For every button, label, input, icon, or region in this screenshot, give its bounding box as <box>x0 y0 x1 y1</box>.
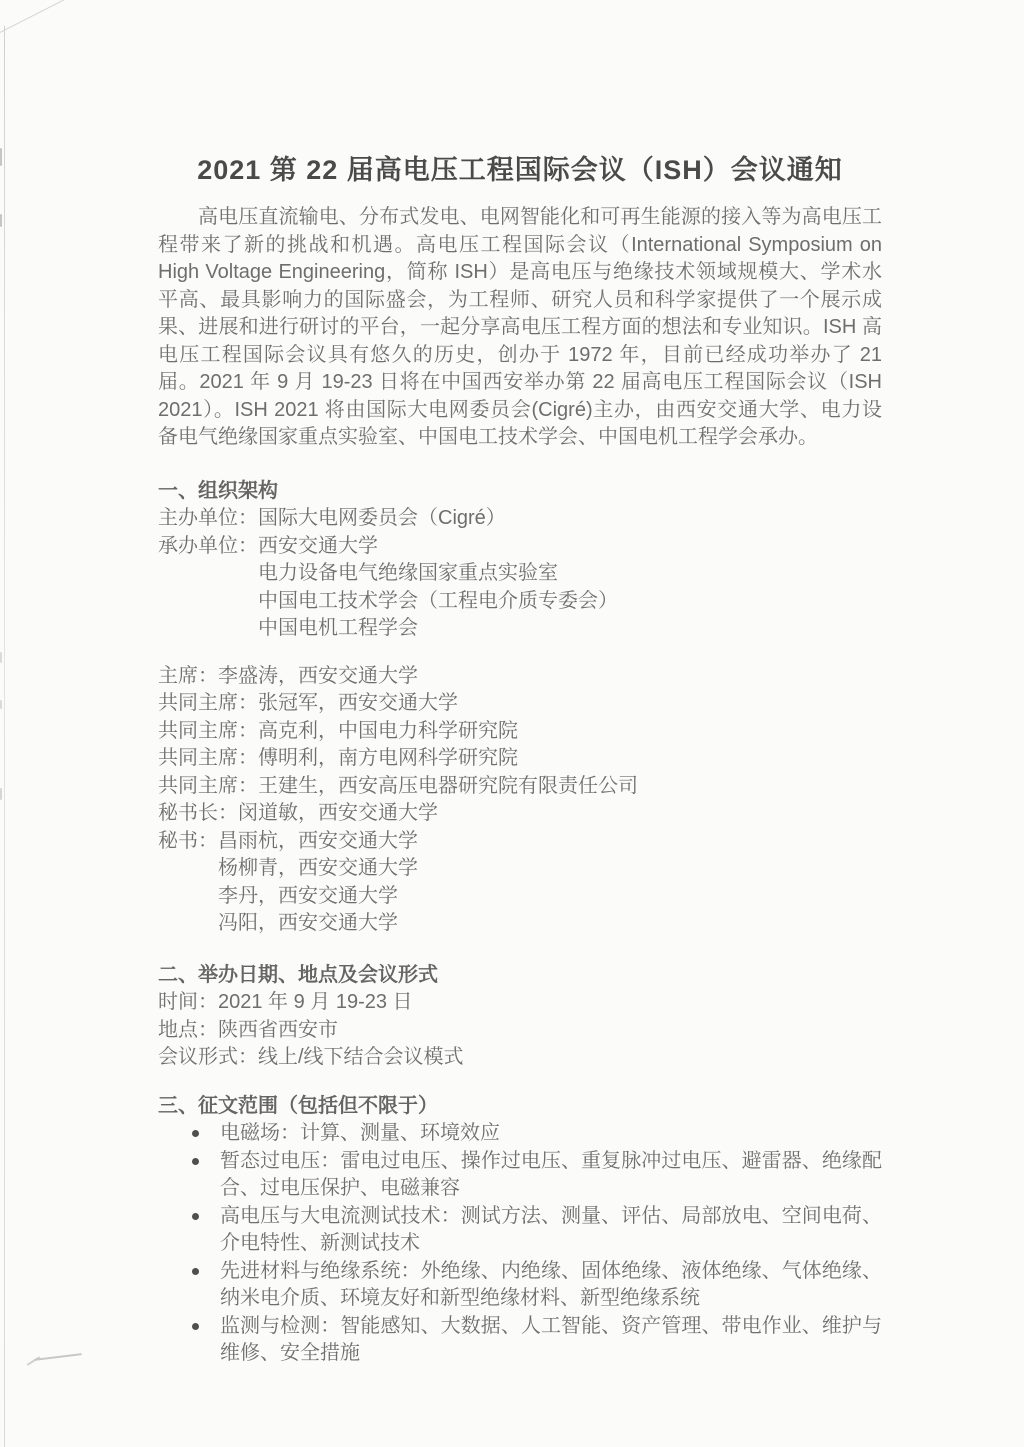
committee-row <box>158 800 882 828</box>
secretary-label: 秘书： <box>158 829 218 852</box>
committee-role: 共同主席： <box>158 692 258 714</box>
committee-member: 傅明利，南方电网科学研究院 <box>258 747 518 769</box>
topic-item <box>158 1203 882 1258</box>
paper-edge-corner <box>0 0 68 35</box>
scan-mark <box>0 148 2 166</box>
host-row <box>158 505 882 533</box>
format-value: 线上/线下结合会议模式 <box>258 1046 464 1068</box>
organizer-value: 中国电机工程学会 <box>258 617 418 639</box>
bullet-icon <box>192 1268 199 1275</box>
secretary-member: 李丹，西安交通大学 <box>218 884 398 907</box>
committee-row <box>158 745 882 773</box>
committee-member: 王建生，西安高压电器研究院有限责任公司 <box>258 774 638 797</box>
scan-mark <box>0 652 2 663</box>
host-value: 国际大电网委员会（Cigré） <box>258 507 506 529</box>
section1-heading: 一、组织架构 <box>158 479 278 502</box>
committee-row <box>158 690 882 718</box>
topic-text: 暂态过电压：雷电过电压、操作过电压、重复脉冲过电压、避雷器、绝缘配合、过电压保护、电磁兼容 <box>220 1149 882 1199</box>
date-value: 2021 年 9 月 19-23 日 <box>218 991 413 1013</box>
topic-item <box>158 1313 882 1368</box>
committee-role: 共同主席： <box>158 774 258 797</box>
committee-member: 闵道敏，西安交通大学 <box>238 802 438 824</box>
topic-item <box>158 1120 882 1148</box>
organizer-value: 中国电工技术学会（工程电介质专委会） <box>258 589 618 612</box>
committee-role: 秘书长： <box>158 802 238 824</box>
topic-item <box>158 1258 882 1313</box>
topic-text: 电磁场：计算、测量、环境效应 <box>220 1122 500 1144</box>
topic-text: 高电压与大电流测试技术：测试方法、测量、评估、局部放电、空间电荷、介电特性、新测试技术 <box>220 1204 882 1254</box>
location-row <box>158 1017 882 1045</box>
pencil-smudge <box>27 1356 41 1366</box>
bullet-icon <box>192 1130 199 1137</box>
scan-mark <box>0 214 2 227</box>
committee-member: 高克利，中国电力科学研究院 <box>258 719 518 742</box>
topics-list <box>158 1120 882 1368</box>
organizer-values <box>258 533 882 643</box>
committee-row <box>158 773 882 801</box>
paper-edge-left <box>4 26 5 1447</box>
date-row <box>158 989 882 1017</box>
bullet-icon <box>192 1323 199 1330</box>
bullet-icon <box>192 1158 199 1165</box>
committee-member: 李盛涛，西安交通大学 <box>218 664 418 687</box>
scan-mark <box>0 700 2 709</box>
organizer-row <box>158 533 882 643</box>
organizer-label: 承办单位： <box>158 534 258 557</box>
intro-paragraph: 高电压直流输电、分布式发电、电网智能化和可再生能源的接入等为高电压工程带来了新的挑战和机遇。高电压工程国际会议（International Symposium on High Voltage Engineering，简称 ISH）是高电压与绝缘技术领域规模大、学术水平高、最具影响力的国际盛会，为工程师、研究人员和科学家提供了一个展示成果、进展和进行研讨的平台，一起分享高电压工程方面的想法和专业知识。ISH 高电压工程国际会议具有悠久的历史，创办于 1972 年，目前已经成功举办了 21 届。2021 年 9 月 19-23 日将在中国西安举办第 22 届高电压工程国际会议（ISH 2021）。ISH 2021 将由国际大电网委员会(Cigré)主办，由西安交通大学、电力设备电气绝缘国家重点实验室、中国电工技术学会、中国电机工程学会承办。 <box>158 206 882 448</box>
committee-role: 共同主席： <box>158 747 258 769</box>
secretary-member: 昌雨杭，西安交通大学 <box>218 829 418 852</box>
format-label: 会议形式： <box>158 1046 258 1068</box>
pencil-smudge <box>34 1353 82 1361</box>
scan-mark <box>0 788 2 800</box>
committee-role: 共同主席： <box>158 719 258 742</box>
organizer-value: 西安交通大学 <box>258 534 378 557</box>
topic-text: 监测与检测：智能感知、大数据、人工智能、资产管理、带电作业、维护与维修、安全措施 <box>220 1314 882 1364</box>
section2-heading: 二、举办日期、地点及会议形式 <box>158 963 438 986</box>
committee-row <box>158 663 882 691</box>
secretary-member: 杨柳青，西安交通大学 <box>218 857 418 879</box>
format-row <box>158 1044 882 1072</box>
section3-heading: 三、征文范围（包括但不限于） <box>158 1094 438 1117</box>
date-label: 时间： <box>158 991 218 1013</box>
organizer-value: 电力设备电气绝缘国家重点实验室 <box>258 562 558 584</box>
committee-list <box>158 663 882 938</box>
document-body <box>158 0 882 1368</box>
secretary-row <box>158 828 882 938</box>
bullet-icon <box>192 1213 199 1220</box>
committee-role: 主席： <box>158 664 218 687</box>
committee-member: 张冠军，西安交通大学 <box>258 692 458 714</box>
topic-item <box>158 1148 882 1203</box>
secretary-values <box>218 828 882 938</box>
committee-row <box>158 718 882 746</box>
topic-text: 先进材料与绝缘系统：外绝缘、内绝缘、固体绝缘、液体绝缘、气体绝缘、纳米电介质、环境友好和新型绝缘材料、新型绝缘系统 <box>220 1259 882 1309</box>
location-value: 陕西省西安市 <box>218 1018 338 1041</box>
document-title: 2021 第 22 届高电压工程国际会议（ISH）会议通知 <box>197 155 843 185</box>
secretary-member: 冯阳，西安交通大学 <box>218 912 398 934</box>
host-label: 主办单位： <box>158 507 258 529</box>
location-label: 地点： <box>158 1018 218 1041</box>
